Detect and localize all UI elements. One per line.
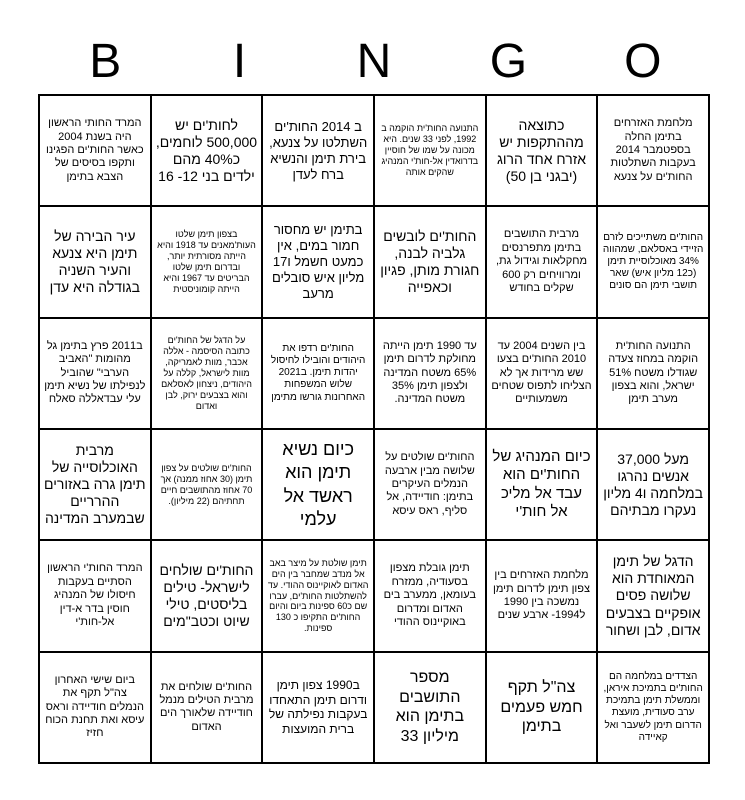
cell-text: לחות'ים יש 500,000 לוחמים, כ40% מהם ילדים בני 12- 16 [155, 116, 258, 184]
bingo-cell[interactable] [486, 95, 598, 206]
cell-text: החות'ים שולחים את מרבית הטילים מנמל חודיידה שלאורך הים האדום [159, 680, 254, 733]
cell-text: תימן שולטת על מיצר באב אל מנדב שמחבר בין הים האדום לאוקיינוס ההודי. עד להשתלטות החות'ים, עברו שם כ60 ספינות ביום והיום החות'ים התקיפו כ 130 ספינות. [267, 557, 369, 634]
cell-text: תימן גובלת מצפון בסעודיה, ממזרח בעומאן, ממערב בים האדום ומדרום באוקיינוס ההודי [383, 562, 476, 629]
bingo-cell[interactable] [374, 540, 486, 651]
cell-text: התנועה החות'ית הוקמה ב 1992, לפני 33 שנים. היא מכונה על שמו של חוסיין בדרואדין אל-חות'י המנהיג שהקים אותה [381, 123, 479, 178]
bingo-cell[interactable] [151, 540, 263, 651]
cell-text: מרבית האוכלוסייה של תימן גרה באזורים ההרריים שבמערב המדינה [44, 441, 146, 527]
cell-text: המרד החות'י הראשון הסתיים בעקבות חיסולו של המנהיג חוסין בדר א-דין אל-חות'י [47, 562, 143, 629]
cell-text: החות'ים רדפו את היהודים והובילו לחיסול יהדות תימן. ב2021 שלוש המשפחות האחרונות גורשו מתימן [270, 342, 366, 403]
bingo-cell[interactable] [151, 95, 263, 206]
cell-text: ב1990 צפון תימן ודרום תימן התאחדו בעקבות נפילתה של ברית המועצות [268, 678, 368, 736]
bingo-cell[interactable] [597, 429, 709, 540]
cell-text: על הדגל של החות'ים כתובה הסיסמה - אללה אכבר, מוות לאמריקה, מוות לישראל, קללה על היהודים, ניצחון לאסלאם והוא בצבעים ירוק, לבן ואדום [161, 334, 252, 411]
cell-text: מרבית התושבים בתימן מתפרנסים מחקלאות וגידול גת, ומרוויחים רק 600 שקלים בחודש [495, 228, 588, 295]
title-letter-b: B [89, 35, 122, 88]
cell-text: בין השנים 2004 עד 2010 החות'ים בצעו שש מרידות אך לא הצליחו לתפוס שטחים משמעותיים [491, 339, 592, 406]
cell-text: החות'ים משתייכים לזרם הזיידי באסלאם, שמהווה 34% מאוכלוסיית תימן (כ12 מליון איש) שאר תושבי תימן הם סונים [602, 231, 704, 292]
cell-text: המרד החותי הראשון היה בשנת 2004 כאשר החות'ים הפגינו ותקפו בסיסים של הצבא בתימן [45, 117, 144, 183]
cell-text: מלחמת האזרחים בתימן החלה בספטמבר 2014 בעקבות השתלטות החות'ים על צנעא [610, 117, 696, 183]
bingo-cell[interactable] [39, 318, 151, 429]
bingo-card [38, 94, 710, 764]
bingo-cell[interactable] [597, 95, 709, 206]
cell-text: כתוצאה מההתקפות יש אזרח אחד הרוג (יבגני בן 50) [496, 116, 587, 184]
cell-text: בתימן יש מחסור חמור במים, אין כמעט חשמל ו17 מליון איש סובלים מרעב [271, 222, 365, 301]
cell-text: הצדדים במלחמה הם החות'ים בתמיכת איראן, וממשלת תימן בתמיכת ערב סעודית, מועצת הדרום תימן לשעבר ואל קאיידה [603, 670, 703, 743]
title-letter-i: I [232, 35, 247, 88]
bingo-cell[interactable] [262, 540, 374, 651]
cell-text: הדגל של תימן המאוחדת הוא שלושה פסים אופקיים בצבעים אדום, לבן ושחור [605, 553, 701, 638]
title-letter-n: N [356, 35, 392, 88]
cell-text: מלחמת האזרחים בין צפון תימן לדרום תימן נמשכה בין 1990 ל1994- ארבע שנים [492, 569, 590, 622]
cell-text: החות'ים שולחים לישראל- טילים בליסטים, טילי שיוט וכטב"מים [159, 561, 254, 630]
bingo-cell[interactable] [151, 206, 263, 317]
bingo-cell[interactable] [374, 206, 486, 317]
bingo-cell[interactable] [262, 318, 374, 429]
bingo-cell[interactable] [597, 206, 709, 317]
cell-text: כיום המנהיג של החות'ים הוא עבד אל מליכ אל חות'י [492, 448, 591, 520]
cell-text: החות'ים שולטים על שלושה מבין ארבעה הנמלים העיקרים בתימן: חודיידה, אל סליף, ראס עיסא [384, 451, 475, 517]
cell-text: עיר הבירה של תימן היא צנעא והעיר השניה בגודלה היא עדן [49, 227, 140, 296]
cell-text: עד 1990 תימן הייתה מחולקת לדרום תימן 65% משטח המדינה ולצפון תימן 35% משטח המדינה. [382, 339, 477, 406]
title-letter-o: O [624, 35, 662, 88]
bingo-cell[interactable] [597, 652, 709, 763]
bingo-cell[interactable] [151, 318, 263, 429]
bingo-cell[interactable] [262, 652, 374, 763]
bingo-cell[interactable] [39, 95, 151, 206]
bingo-cell[interactable] [262, 206, 374, 317]
cell-text: ב2011 פרץ בתימן גל מהומות "האביב הערבי" שהוביל לנפילתו של נשיא תימן עלי עבדאללה סאלח [44, 339, 146, 406]
bingo-cell[interactable] [151, 652, 263, 763]
cell-text: בצפון תימן שלטו העות'מאנים עד 1918 והיא הייתה מסורתית יותר, ובדרום תימן שלטו הבריטים עד 1967 והיא הייתה קומוניסטית [157, 229, 256, 294]
cell-text: צה"ל תקף חמש פעמים בתימן [500, 679, 583, 736]
bingo-cell[interactable] [486, 429, 598, 540]
bingo-cell[interactable] [151, 429, 263, 540]
bingo-cell[interactable] [374, 95, 486, 206]
cell-text: החות'ים לובשים גלביה לבנה, חגורת מותן, פגיון וכאפייה [380, 227, 480, 296]
cell-text: מעל 37,000 אנשים נהרגו במלחמה ו4 מליון נעקרו מבתיהם [603, 450, 704, 518]
bingo-cell[interactable] [39, 652, 151, 763]
cell-text: ב 2014 החות'ים השתלטו על צנעא, בירת תימן והנשיא ברח לעדן [269, 118, 368, 182]
bingo-cell[interactable] [262, 429, 374, 540]
bingo-cell[interactable] [486, 540, 598, 651]
bingo-cell[interactable] [39, 206, 151, 317]
cell-text: התנועה החות'ית הוקמה במחוז צעדה שגודלו משטח 51% ישראל, והוא בצפון מערב תימן [608, 339, 699, 406]
bingo-cell[interactable] [597, 540, 709, 651]
cell-text: כיום נשיא תימן הוא ראשד אל עלמי [282, 438, 355, 530]
title-letter-g: G [489, 35, 528, 88]
bingo-cell[interactable] [374, 652, 486, 763]
bingo-cell[interactable] [39, 540, 151, 651]
bingo-cell[interactable] [486, 318, 598, 429]
bingo-cell[interactable] [262, 95, 374, 206]
cell-text: ביום שישי האחרון צה"ל תקף את הנמלים חודיידה וראס עיסא ואת תחנת הכוח חזיז [45, 673, 145, 740]
cell-text: מספר התושבים בתימן הוא מיליון 33 [395, 669, 465, 745]
bingo-cell[interactable] [374, 318, 486, 429]
bingo-title [38, 30, 710, 94]
bingo-cell[interactable] [597, 318, 709, 429]
bingo-cell[interactable] [374, 429, 486, 540]
bingo-cell[interactable] [486, 652, 598, 763]
bingo-cell[interactable] [486, 206, 598, 317]
cell-text: החות'ים שולטים על צפון תימן (30 אחוז ממנה) אך 70 אחוז מהתושבים חיים תחתיהם (22 מיליון). [160, 462, 253, 506]
bingo-cell[interactable] [39, 429, 151, 540]
